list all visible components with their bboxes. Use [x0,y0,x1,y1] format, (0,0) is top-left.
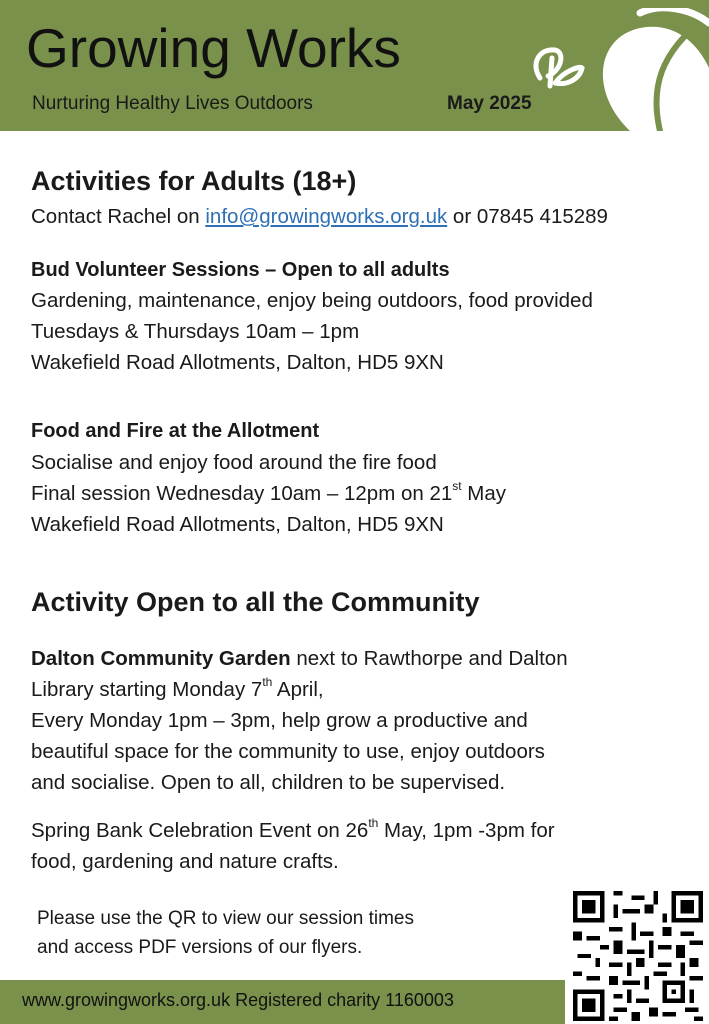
bud-session-title: Bud Volunteer Sessions – Open to all adults [31,259,450,281]
contact-line [31,205,608,229]
garden-start-text: Library starting Monday 7 [31,678,263,701]
garden-name: Dalton Community Garden [31,647,291,670]
garden-date-suffix: th [262,675,273,689]
leaf-sprout-icon [510,8,709,131]
event-line-1 [31,816,555,843]
fire-session-title: Food and Fire at the Allotment [31,420,320,442]
footer-text: www.growingworks.org.uk Registered charity 1160003 [22,990,454,1010]
contact-email-link[interactable]: info@growingworks.org.uk [205,205,448,228]
fire-time-text: Final session Wednesday 10am – 12pm on 21 [31,482,453,505]
garden-line-2 [31,675,324,702]
event-time: May, 1pm -3pm for [378,819,555,842]
fire-session-location: Wakefield Road Allotments, Dalton, HD5 9XN [31,513,444,536]
event-line-2: food, gardening and nature crafts. [31,850,339,873]
garden-start-month: April, [272,678,324,701]
fire-month: May [461,482,507,505]
adults-heading: Activities for Adults (18+) [31,166,357,196]
community-heading: Activity Open to all the Community [31,587,480,617]
bud-session-location: Wakefield Road Allotments, Dalton, HD5 9XN [31,351,444,374]
page-title: Growing Works [26,17,401,79]
tagline: Nurturing Healthy Lives Outdoors [32,93,313,114]
event-date-suffix: th [368,816,379,830]
fire-session-time [31,479,507,506]
garden-line-1 [31,647,568,671]
header-banner [0,0,709,131]
event-text: Spring Bank Celebration Event on 26 [31,819,369,842]
bud-session-desc: Gardening, maintenance, enjoy being outdoors, food provided [31,289,593,312]
bud-session-time: Tuesdays & Thursdays 10am – 1pm [31,320,360,343]
qr-note-line-2: and access PDF versions of our flyers. [37,937,363,958]
garden-location: next to Rawthorpe and Dalton [290,647,568,670]
garden-line-3: Every Monday 1pm – 3pm, help grow a productive and [31,709,528,732]
qr-code-icon[interactable] [571,891,705,1021]
fire-date-suffix: st [452,479,462,493]
fire-session-desc: Socialise and enjoy food around the fire food [31,451,437,474]
issue-date: May 2025 [447,93,532,114]
contact-phone: or 07845 415289 [452,205,608,228]
garden-line-5: and socialise. Open to all, children to be supervised. [31,771,506,794]
garden-line-4: beautiful space for the community to use, enjoy outdoors [31,740,545,763]
footer-bar [0,980,565,1024]
qr-note-line-1: Please use the QR to view our session times [37,908,415,929]
contact-prefix: Contact Rachel on [31,205,200,228]
